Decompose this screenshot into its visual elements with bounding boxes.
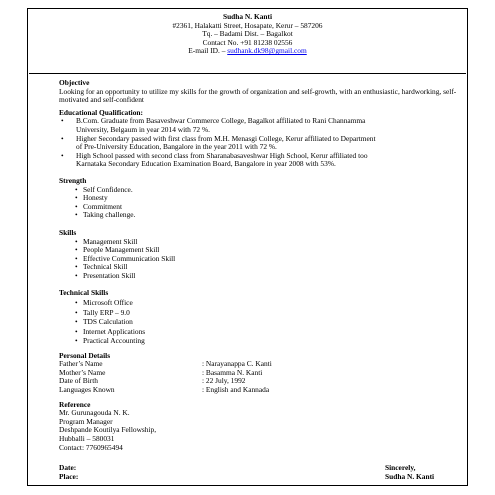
bullet-icon: • [75,236,78,246]
strength-list [59,186,459,220]
bullet-icon: • [61,150,64,160]
personal-details-heading: Personal Details [59,350,111,360]
date-label: Date: [59,463,77,473]
place-label: Place: [59,471,79,481]
email-line [28,47,467,56]
list-item: • Management Skill [75,236,138,246]
resume-page [27,8,468,486]
bullet-icon: • [75,298,78,308]
bullet-icon: • [61,133,64,143]
technical-skills-list [59,298,459,346]
education-item: • Higher Secondary passed with first class from M.H. Menasgi College, Kerur affiliated to Department of Pre-University Education, Bangalore in the year 2011 with 72 %. [61,133,376,152]
detail-row: Languages Known : English and Kannada [59,384,270,394]
education-section [59,109,459,169]
reference-heading: Reference [59,399,91,409]
objective-section [59,79,459,105]
contact-number: Contact No. +91 81238 02556 [202,37,293,47]
list-item: • Tally ERP – 9.0 [75,307,130,317]
reference-line: Deshpande Koutilya Fellowship, [59,425,157,435]
taluk-district-line: Tq. – Badami Dist. – Bagalkot [202,29,293,39]
sincerely-text: Sincerely, [385,463,416,473]
bullet-icon: • [75,245,78,255]
bullet-icon: • [75,193,78,203]
email-link[interactable]: sudhank.dk98@gmail.com [227,46,307,56]
list-item: • Commitment [75,201,123,211]
list-item: • Taking challenge. [75,210,136,220]
resume-header [28,13,467,56]
skills-section [59,229,459,281]
list-item: • Microsoft Office [75,298,133,308]
bullet-icon: • [61,116,64,126]
address-line: #2361, Halakatti Street, Hosapate, Kerur – 587206 [172,20,323,30]
list-item: • Technical Skill [75,262,128,272]
reference-line: Hubballi – 580031 [59,433,115,443]
reference-line: Program Manager [59,416,113,426]
education-item: • High School passed with second class from Sharanabasaveshwar High School, Kerur affiliated too Karnataka Secondary Education Examination Board, Bangalore in year 2008 with 53%. [61,150,368,169]
education-item: • B.Com. Graduate from Basaveshwar Commerce College, Bagalkot affiliated to Rani Channamma University, Belgaum in year 2014 with 72 %. [61,116,366,134]
bullet-icon: • [75,262,78,272]
skills-list [59,238,459,281]
skills-heading: Skills [59,227,77,237]
signature-name: Sudha N. Kanti [385,471,435,481]
bullet-icon: • [75,326,78,336]
bullet-icon: • [75,317,78,327]
list-item: • TDS Calculation [75,317,133,327]
header-divider [29,73,466,74]
list-item: • Effective Communication Skill [75,253,176,263]
resume-body [59,79,459,481]
detail-row: Father’s Name : Narayanappa C. Kanti [59,359,272,369]
list-item: • Internet Applications [75,326,146,336]
bullet-icon: • [75,201,78,211]
objective-heading: Objective [59,78,90,87]
bullet-icon: • [75,210,78,220]
technical-skills-heading: Technical Skills [59,288,109,298]
list-item: • People Management Skill [75,245,160,255]
objective-text: Looking for an opportunity to utilize my skills for the growth of organization and self-growth, with an enthusiastic, hardworking, self-motivated and self-confident [59,86,457,105]
bullet-icon: • [75,270,78,280]
education-heading: Educational Qualification: [59,107,143,117]
strength-section [59,177,459,220]
candidate-name: Sudha N. Kanti [222,12,273,21]
email-label: E-mail ID. – [188,46,228,56]
detail-row: Date of Birth : 22 July, 1992 [59,376,246,386]
bullet-icon: • [75,184,78,194]
technical-skills-section [59,289,459,345]
detail-row: Mother’s Name : Basamma N. Kanti [59,367,263,377]
list-item: • Presentation Skill [75,270,136,280]
strength-heading: Strength [59,175,87,185]
list-item: • Self Confidence. [75,184,133,194]
signoff-row [59,473,459,482]
personal-details-section [59,352,459,395]
list-item: • Practical Accounting [75,336,145,346]
education-list [59,117,459,169]
bullet-icon: • [75,336,78,346]
reference-line: Mr. Gurunagouda N. K. [59,408,130,418]
bullet-icon: • [75,253,78,263]
reference-section [59,401,459,453]
signoff-section [59,464,459,481]
reference-line: Contact: 7760965494 [59,442,123,452]
bullet-icon: • [75,307,78,317]
list-item: • Honesty [75,193,108,203]
